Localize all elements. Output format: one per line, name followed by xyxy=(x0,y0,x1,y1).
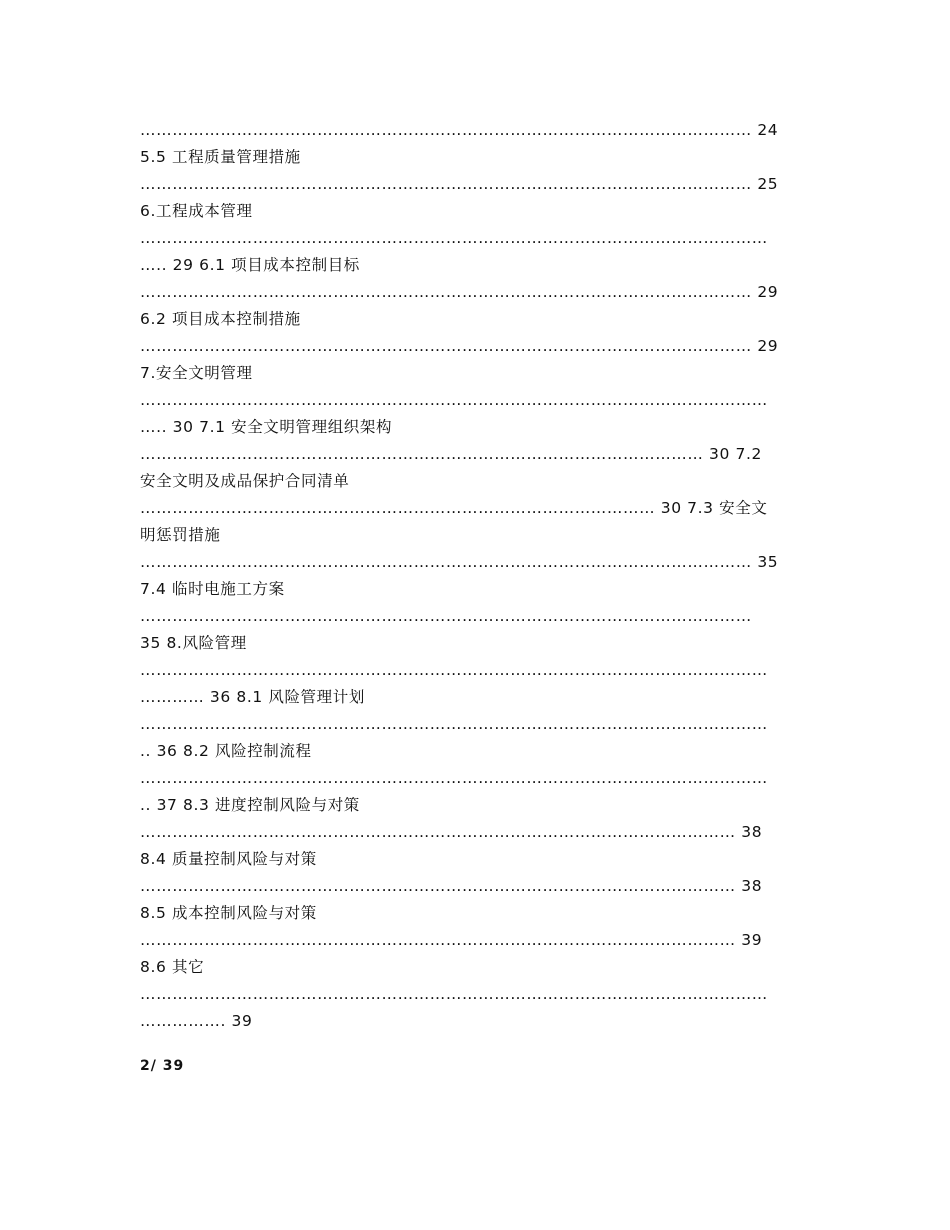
toc-line: …………………………………………………………………………………… 30 7.3 安全文 xyxy=(140,499,768,517)
toc-line: ……………………………………………………………………………………………………… xyxy=(140,715,768,733)
toc-line: 6.2 项目成本控制措施 xyxy=(140,310,301,328)
toc-line: …………………………………………………………………………………………………… 29 xyxy=(140,283,779,301)
page-number: 2/ 39 xyxy=(140,1058,185,1074)
toc-line: ….. 29 6.1 项目成本控制目标 xyxy=(140,256,360,274)
toc-line: 安全文明及成品保护合同清单 xyxy=(140,472,350,490)
toc-line: 6.工程成本管理 xyxy=(140,202,253,220)
toc-line: 明惩罚措施 xyxy=(140,526,221,544)
toc-line: 8.4 质量控制风险与对策 xyxy=(140,850,317,868)
toc-line: ……………………………………………………………………………………………………… xyxy=(140,391,768,409)
toc-line: ……………………………………………………………………………………………………… xyxy=(140,985,768,1003)
toc-line: ……………………………………………………………………………………………………… xyxy=(140,661,768,679)
toc-line: .. 36 8.2 风险控制流程 xyxy=(140,742,312,760)
toc-line: 8.5 成本控制风险与对策 xyxy=(140,904,317,922)
toc-line: ………………………………………………………………………………………………… 39 xyxy=(140,931,763,949)
toc-line: …………………………………………………………………………………………… 30 7.2 xyxy=(140,445,762,463)
toc-line: 35 8.风险管理 xyxy=(140,634,247,652)
toc-line: ………… 36 8.1 风险管理计划 xyxy=(140,688,365,706)
toc-line: ….. 30 7.1 安全文明管理组织架构 xyxy=(140,418,393,436)
toc-line: …………………………………………………………………………………………………… 24 xyxy=(140,121,779,139)
toc-line: 5.5 工程质量管理措施 xyxy=(140,148,301,166)
toc-line: …………………………………………………………………………………………………… 35 xyxy=(140,553,779,571)
toc-line: …………………………………………………………………………………………………… xyxy=(140,607,752,625)
toc-line: ………………………………………………………………………………………………… 38 xyxy=(140,823,763,841)
toc-line: 7.安全文明管理 xyxy=(140,364,253,382)
toc-line: 8.6 其它 xyxy=(140,958,205,976)
toc-line: ……………………………………………………………………………………………………… xyxy=(140,769,768,787)
toc-line: .. 37 8.3 进度控制风险与对策 xyxy=(140,796,360,814)
toc-line: 7.4 临时电施工方案 xyxy=(140,580,285,598)
toc-line: ………………………………………………………………………………………………… 38 xyxy=(140,877,763,895)
toc-line: …………………………………………………………………………………………………… 29 xyxy=(140,337,779,355)
toc-line: ……………………………………………………………………………………………………… xyxy=(140,229,768,247)
toc-line: …………………………………………………………………………………………………… 25 xyxy=(140,175,779,193)
toc-line: ……………. 39 xyxy=(140,1012,253,1030)
table-of-contents xyxy=(140,117,808,1035)
